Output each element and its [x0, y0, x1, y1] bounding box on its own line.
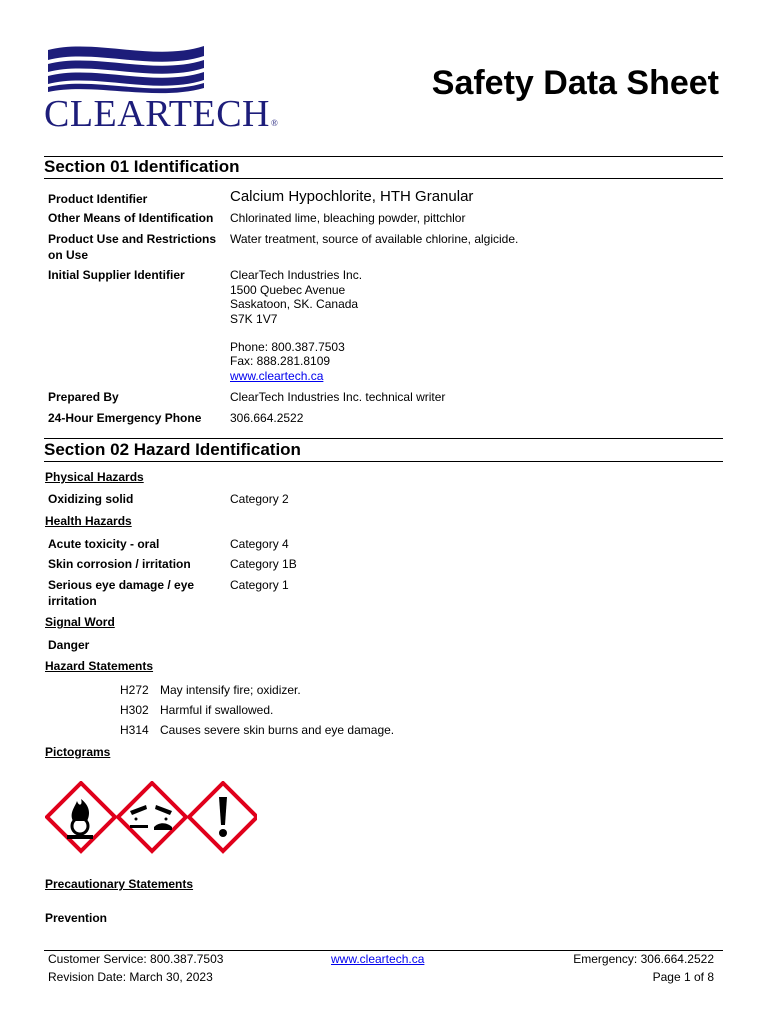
pictograms-heading: Pictograms: [45, 745, 111, 759]
statement-text: Causes severe skin burns and eye damage.: [160, 723, 395, 737]
footer-website-link[interactable]: www.cleartech.ca: [331, 952, 425, 966]
supplier-fax: Fax: 888.281.8109: [230, 354, 331, 368]
statement-code: H272: [120, 683, 149, 697]
statement-text: Harmful if swallowed.: [160, 703, 274, 717]
hazard-category: Category 4: [230, 537, 289, 551]
label-product-identifier: Product Identifier: [48, 192, 148, 206]
health-hazards-heading: Health Hazards: [45, 514, 132, 528]
value-other-means: Chlorinated lime, bleaching powder, pittchlor: [230, 211, 466, 225]
statement-code: H302: [120, 703, 149, 717]
section-rule: [44, 438, 723, 439]
value-emergency-phone: 306.664.2522: [230, 411, 304, 425]
document-title: Safety Data Sheet: [431, 64, 719, 102]
signal-word: Danger: [48, 638, 90, 652]
footer-revision-date: Revision Date: March 30, 2023: [48, 970, 213, 984]
hazard-statements-heading: Hazard Statements: [45, 659, 154, 673]
footer-customer-service: Customer Service: 800.387.7503: [48, 952, 224, 966]
hazard-label: Oxidizing solid: [48, 492, 134, 506]
hazard-label: Serious eye damage / eye irritation: [48, 578, 195, 608]
supplier-name: ClearTech Industries Inc.: [230, 268, 363, 282]
section-02-title: Section 02 Hazard Identification: [44, 440, 301, 459]
value-prepared-by: ClearTech Industries Inc. technical writer: [230, 390, 446, 404]
section-rule: [44, 461, 723, 462]
statement-text: May intensify fire; oxidizer.: [160, 683, 301, 697]
supplier-postal: S7K 1V7: [230, 312, 278, 326]
signal-word-heading: Signal Word: [45, 615, 115, 629]
supplier-phone: Phone: 800.387.7503: [230, 340, 345, 354]
footer-rule: [44, 950, 723, 951]
corrosion-icon: [118, 783, 186, 851]
label-product-use: Product Use and Restrictions on Use: [48, 232, 217, 262]
section-rule: [44, 178, 723, 179]
footer-page-number: Page 1 of 8: [652, 970, 714, 984]
exclamation-icon: [189, 783, 257, 851]
label-other-means: Other Means of Identification: [48, 211, 214, 225]
precautionary-statements-heading: Precautionary Statements: [45, 877, 194, 891]
label-supplier: Initial Supplier Identifier: [48, 268, 185, 282]
statement-code: H314: [120, 723, 149, 737]
hazard-label: Acute toxicity - oral: [48, 537, 160, 551]
value-product-use: Water treatment, source of available chlorine, algicide.: [230, 232, 519, 246]
hazard-category: Category 2: [230, 492, 289, 506]
oxidizer-icon: [47, 783, 115, 851]
label-emergency-phone: 24-Hour Emergency Phone: [48, 411, 202, 425]
hazard-label: Skin corrosion / irritation: [48, 557, 191, 571]
section-01-title: Section 01 Identification: [44, 157, 240, 176]
ghs-pictograms: [45, 781, 257, 855]
logo-wordmark: CLEARTECH®: [44, 93, 279, 135]
value-product-identifier: Calcium Hypochlorite, HTH Granular: [230, 188, 474, 205]
prevention-heading: Prevention: [45, 911, 108, 925]
label-prepared-by: Prepared By: [48, 390, 119, 404]
hazard-category: Category 1: [230, 578, 289, 592]
supplier-street: 1500 Quebec Avenue: [230, 283, 346, 297]
supplier-website-link[interactable]: www.cleartech.ca: [230, 369, 324, 383]
supplier-city: Saskatoon, SK. Canada: [230, 297, 359, 311]
hazard-category: Category 1B: [230, 557, 297, 571]
footer-emergency: Emergency: 306.664.2522: [573, 952, 714, 966]
physical-hazards-heading: Physical Hazards: [45, 470, 144, 484]
